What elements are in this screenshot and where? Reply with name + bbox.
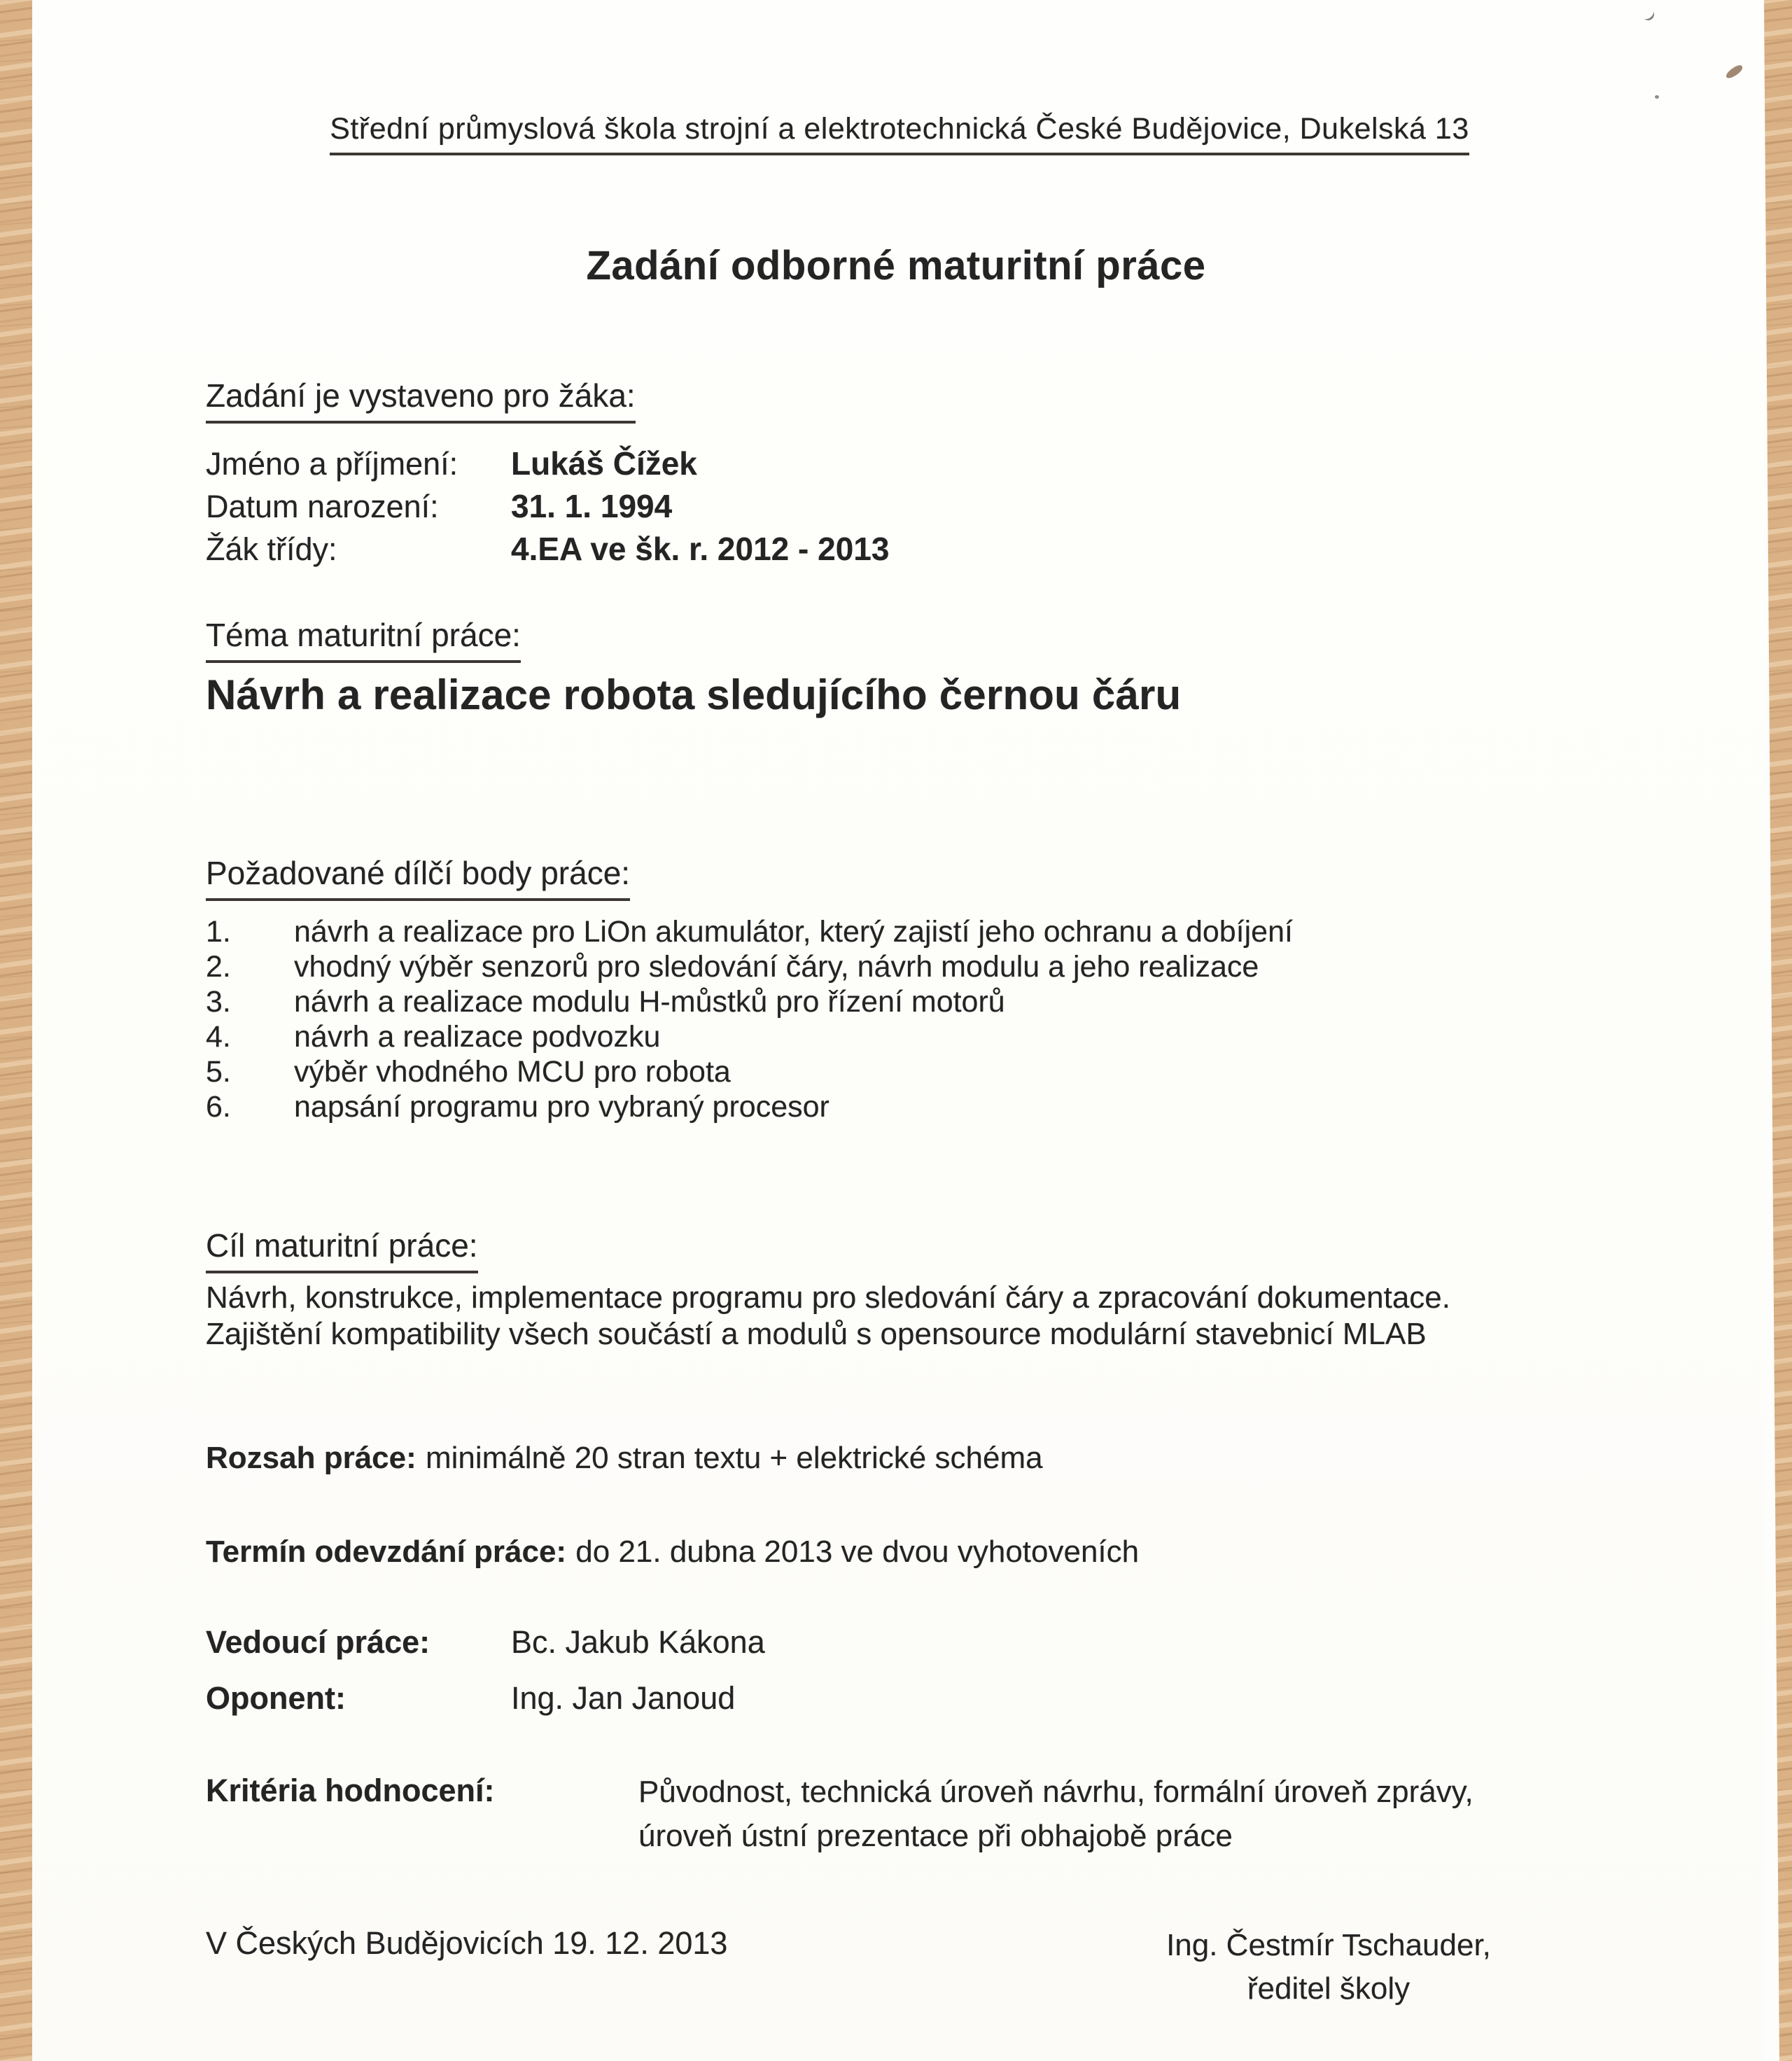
list-item	[206, 984, 1536, 1019]
place-and-date: V Českých Budějovicích 19. 12. 2013	[206, 1925, 728, 1961]
topic-section-heading: Téma maturitní práce:	[206, 616, 521, 663]
list-item-text: návrh a realizace pro LiOn akumulátor, který zajistí jeho ochranu a dobíjení	[294, 915, 1293, 949]
list-item-text: výběr vhodného MCU pro robota	[294, 1055, 731, 1089]
criteria-value: Původnost, technická úroveň návrhu, formální úroveň zprávy, úroveň ústní prezentace při obhajobě práce	[638, 1775, 1474, 1853]
deadline-line	[206, 1535, 1606, 1570]
student-fields	[206, 442, 1396, 571]
list-item-text: vhodný výběr senzorů pro sledování čáry, návrh modulu a jeho realizace	[294, 950, 1259, 984]
supervisor-row	[206, 1624, 1326, 1661]
list-item-number: 1.	[206, 915, 231, 949]
supervisor-label: Vedoucí práce:	[206, 1624, 430, 1660]
field-label: Jméno a příjmení:	[206, 446, 458, 482]
supervisor-value: Bc. Jakub Kákona	[511, 1624, 765, 1660]
school-header	[238, 112, 1561, 155]
student-section-heading: Zadání je vystaveno pro žáka:	[206, 377, 636, 424]
list-item-number: 2.	[206, 950, 231, 984]
scope-line	[206, 1441, 1606, 1476]
signature-name: Ing. Čestmír Tschauder,	[1166, 1928, 1491, 1962]
school-header-text: Střední průmyslová škola strojní a elektrotechnická České Budějovice, Dukelská 13	[330, 112, 1469, 155]
field-row-birthdate	[206, 485, 1396, 528]
list-item	[206, 1019, 1536, 1054]
field-value: 31. 1. 1994	[511, 488, 673, 524]
list-item-number: 4.	[206, 1020, 231, 1054]
field-row-name	[206, 442, 1396, 485]
requirements-section-heading: Požadované dílčí body práce:	[206, 854, 630, 901]
field-label: Datum narození:	[206, 489, 439, 524]
list-item-number: 5.	[206, 1055, 231, 1089]
list-item-text: napsání programu pro vybraný procesor	[294, 1090, 830, 1124]
goal-paragraph: Návrh, konstrukce, implementace programu pro sledování čáry a zpracování dokumentace. Zajištění kompatibility všech součástí a modulů s opensource modulární stavebnicí MLAB	[206, 1280, 1450, 1351]
list-item-text: návrh a realizace modulu H-můstků pro řízení motorů	[294, 985, 1005, 1019]
field-value: Lukáš Čížek	[511, 445, 697, 482]
scope-value: minimálně 20 stran textu + elektrické schéma	[425, 1441, 1043, 1475]
field-label: Žák třídy:	[206, 531, 337, 567]
criteria-label: Kritéria hodnocení:	[206, 1773, 495, 1808]
field-row-class	[206, 528, 1396, 571]
list-item	[206, 1089, 1536, 1124]
deadline-value: do 21. dubna 2013 ve dvou vyhotoveních	[575, 1535, 1140, 1569]
scope-label: Rozsah práce:	[206, 1441, 416, 1475]
list-item-number: 6.	[206, 1090, 231, 1124]
opponent-row	[206, 1680, 1326, 1717]
list-item-number: 3.	[206, 985, 231, 1019]
signature-block	[1126, 1924, 1532, 2011]
field-value: 4.EA ve šk. r. 2012 - 2013	[511, 531, 890, 567]
list-item	[206, 1054, 1536, 1089]
document-title: Zadání odborné maturitní práce	[586, 243, 1206, 288]
list-item-text: návrh a realizace podvozku	[294, 1020, 661, 1054]
opponent-value: Ing. Jan Janoud	[511, 1680, 736, 1716]
signature-title: ředitel školy	[1247, 1971, 1410, 2006]
goal-section-heading: Cíl maturitní práce:	[206, 1227, 478, 1273]
deadline-label: Termín odevzdání práce:	[206, 1535, 567, 1569]
requirements-list	[206, 914, 1536, 1124]
list-item	[206, 914, 1536, 949]
thesis-topic-title: Návrh a realizace robota sledujícího černou čáru	[206, 671, 1182, 718]
opponent-label: Oponent:	[206, 1680, 346, 1716]
list-item	[206, 949, 1536, 984]
